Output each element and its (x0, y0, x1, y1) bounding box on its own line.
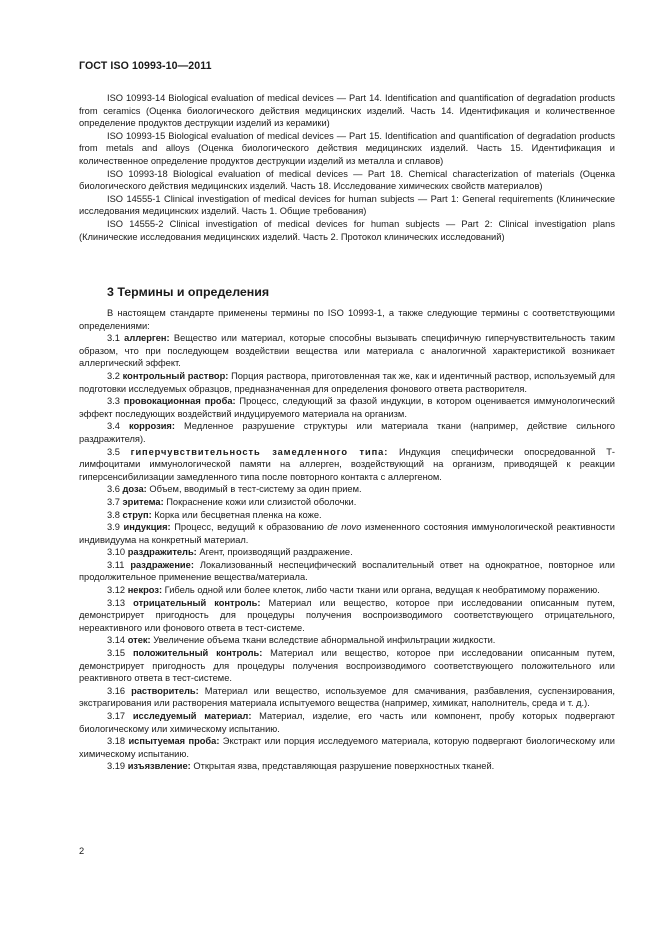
definition-number: 3.16 (107, 685, 132, 696)
definition-term: растворитель: (131, 685, 199, 696)
definition-term: некроз: (127, 585, 163, 596)
definition-text: Материал, изделие, его часть или компонент, пробу которых подвергают биологическому или химическому испытанию. (79, 711, 615, 734)
definition-item (79, 521, 615, 546)
definition-text: Процесс, следующий за фазой индукции, в котором оценивается иммунологический эффект последующих воздействий индуцируемого материала на организм. (79, 396, 615, 419)
definition-term: изъязвление: (127, 761, 191, 772)
definition-number: 3.17 (107, 711, 133, 721)
definition-term: индукция: (123, 522, 171, 533)
definition-number: 3.12 (107, 585, 128, 596)
definition-number: 3.7 (107, 496, 123, 507)
definition-term: струп: (122, 509, 152, 520)
definition-text: Индукция специфически опосредованной Т-лимфоцитами иммунологической памяти на аллерген, воздействующий на организм, приводящей к реакции гиперсенсибилизации замедленного типа после повторного контакта с аллергеном. (79, 446, 615, 482)
definition-item (79, 332, 615, 370)
definition-item (79, 685, 615, 710)
reference-item: ISO 10993-18 Biological evaluation of medical devices — Part 18. Chemical characterization of materials (Оценка биологического действия медицинских изделий. Часть 18. Исследование химических свойств материалов) (79, 168, 615, 192)
definition-term: испытуемая проба: (128, 736, 220, 747)
definition-text: измененного состояния иммунологической реактивности индивидуума на конкретный материал. (79, 522, 615, 545)
definition-number: 3.10 (107, 547, 128, 558)
definition-text: Экстракт или порция исследуемого материала, которую подвергают биологическому или химическому испытанию. (79, 736, 615, 759)
definition-item (79, 760, 615, 773)
definition-latin-phrase: de novo (327, 522, 362, 533)
reference-item: ISO 10993-15 Biological evaluation of medical devices — Part 15. Identification and quantification of degradation products from metals and alloys (Оценка биологического действия медицинских изделий. Часть 15. Идентификация и количественное определение продуктов деструкции изделий из металла и сплавов) (79, 130, 615, 166)
definition-number: 3.3 (107, 396, 124, 407)
definition-term: аллерген: (124, 333, 170, 344)
definition-item (79, 395, 615, 420)
definition-term: исследуемый материал: (132, 711, 252, 721)
definition-term: доза: (122, 484, 147, 495)
definition-number: 3.18 (107, 736, 129, 747)
page-number: 2 (79, 846, 85, 856)
definition-item (79, 446, 615, 484)
definition-number: 3.2 (107, 370, 123, 381)
definition-text: Открытая язва, представляющая разрушение поверхностных тканей. (190, 761, 495, 772)
definition-text: Материал или вещество, которое при исследовании описанным путем, демонстрирует пригодность для процедуры получения воспроизводимого соответствующего положительного или реактивного ответа в тест-системе. (79, 648, 615, 684)
definition-item (79, 420, 615, 445)
definition-text: Материал или вещество, используемое для смачивания, разбавления, суспензирования, экстрагирования или растворения материала испытуемого вещества (например, химикат, наполнитель, среда и т. д.). (79, 685, 615, 709)
definition-item (79, 546, 615, 559)
definition-text: Корка или бесцветная пленка на коже. (151, 509, 322, 520)
definition-item (79, 483, 615, 496)
definition-text: Покраснение кожи или слизистой оболочки. (163, 496, 357, 507)
definition-term: коррозия: (128, 421, 175, 432)
definition-item (79, 496, 615, 509)
definition-item (79, 647, 615, 685)
reference-item: ISO 14555-1 Clinical investigation of medical devices for human subjects — Part 1: General requirements (Клинические исследования медицинских изделий. Часть 1. Общие требования) (79, 193, 615, 217)
definition-number: 3.9 (107, 522, 124, 533)
definition-number: 3.6 (107, 484, 123, 495)
definition-text: Процесс, ведущий к образованию (170, 522, 328, 533)
reference-item: ISO 14555-2 Clinical investigation of medical devices for human subjects — Part 2: Clinical investigation plans (Клинические исследования медицинских изделий. Часть 2. Протокол клинических исследований) (79, 218, 615, 242)
reference-item: ISO 10993-14 Biological evaluation of medical devices — Part 14. Identification and quantification of degradation products from ceramics (Оценка биологического действия медицинских изделий. Часть 14. Идентификация и количественное определение продуктов деструкции изделий из керамики) (79, 93, 615, 129)
definition-term: отрицательный контроль: (133, 597, 261, 608)
definition-number: 3.8 (107, 509, 123, 520)
definition-term: гиперчувствительность замедленного типа: (130, 446, 389, 457)
definition-text: Материал или вещество, которое при исследовании описанным путем, демонстрирует пригодность для процедуры получения воспроизводимого соответствующего отрицательного, нереактивного или фонового ответа в тест-системе. (79, 597, 615, 633)
definition-number: 3.14 (107, 635, 128, 646)
definition-text: Локализованный неспецифический воспалительный ответ на однократное, повторное или продолжительное применение вещества/материала. (79, 559, 615, 583)
definition-item (79, 509, 615, 522)
definition-text: Порция раствора, приготовленная так же, как и идентичный раствор, используемый для подготовки исследуемых образцов, предназначенная для определения фонового ответа растворителя. (79, 370, 615, 394)
definition-text: Агент, производящий раздражение. (196, 547, 353, 558)
section-intro: В настоящем стандарте применены термины по ISO 10993-1, а также следующие термины с соответствующими определениями: (79, 308, 615, 331)
definition-item (79, 710, 615, 735)
definitions-list (79, 307, 615, 773)
definition-number: 3.5 (107, 446, 131, 457)
document-header: ГОСТ ISO 10993-10—2011 (79, 60, 212, 72)
section-heading: 3 Термины и определения (107, 285, 270, 299)
definition-text: Увеличение объема ткани вследствие абнормальной инфильтрации жидкости. (150, 635, 496, 646)
definition-term: отек: (127, 635, 151, 646)
definition-item (79, 634, 615, 647)
definition-text: Гибель одной или более клеток, либо части ткани или органа, ведущая к необратимому поражению. (162, 585, 600, 596)
definition-number: 3.15 (107, 648, 133, 659)
definition-text: Медленное разрушение структуры или материала ткани (например, действие сильного раздражителя). (79, 421, 615, 444)
definition-item (79, 370, 615, 395)
definition-item (79, 559, 615, 584)
definition-item (79, 584, 615, 597)
definition-term: раздражение: (130, 559, 194, 570)
definition-item (79, 735, 615, 760)
definition-number: 3.19 (107, 761, 128, 772)
definition-number: 3.1 (107, 333, 125, 344)
definition-text: Вещество или материал, которые способны вызывать специфичную гиперчувствительность таким образом, что при последующем воздействии вещества или материала с аналогичной характеристикой возникает аллергический эффект. (79, 333, 615, 369)
definition-term: контрольный раствор: (122, 370, 229, 381)
definition-number: 3.11 (107, 559, 131, 570)
definition-item (79, 597, 615, 635)
definition-term: раздражитель: (127, 547, 197, 558)
definition-number: 3.4 (107, 421, 129, 432)
definition-term: эритема: (122, 496, 164, 507)
definition-term: положительный контроль: (132, 648, 263, 659)
definition-number: 3.13 (107, 597, 134, 608)
definition-term: провокационная проба: (123, 396, 236, 407)
definition-text: Объем, вводимый в тест-систему за один прием. (146, 484, 362, 495)
normative-references-list (79, 92, 615, 243)
